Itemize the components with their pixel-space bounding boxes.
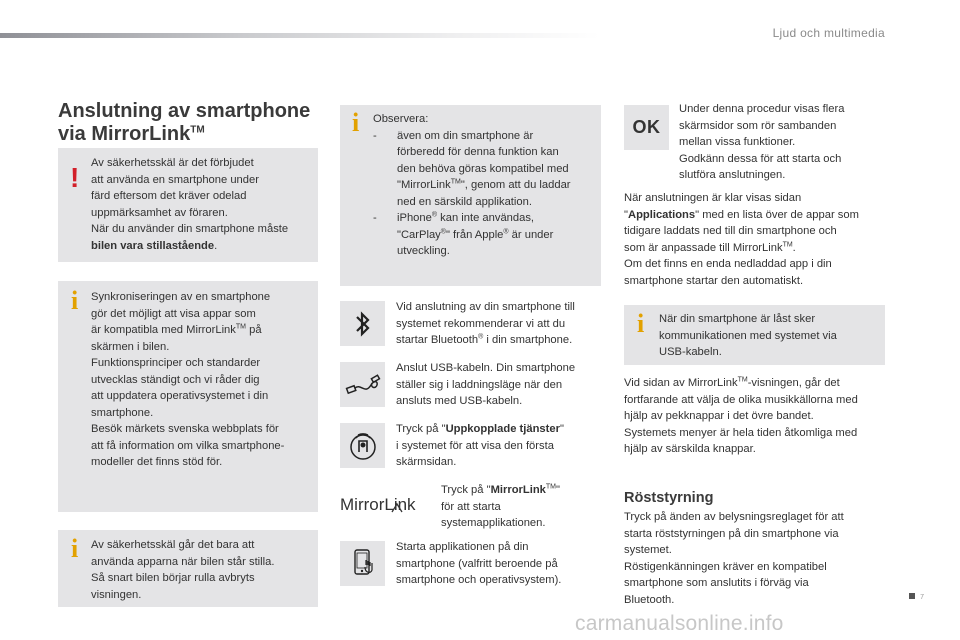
info-box-locked	[624, 305, 885, 365]
mirrorlink-logo	[340, 488, 430, 518]
info-icon: i	[352, 108, 360, 137]
page-marker	[909, 593, 915, 599]
page-number: 7	[920, 594, 924, 601]
ok-button-icon-box	[624, 105, 669, 150]
bluetooth-icon-box	[340, 301, 385, 346]
info-sync-text: Synkroniseringen av en smartphone gör det möjligt att visa appar som är kompatibla med MirrorLink™ på skärmen i bilen. Funktionsprinciper och standarder utvecklas ständigt och vi råder dig att uppdatera operativsystemet i din smartphone. Besök märkets svenska webbplats för att få information om vilka smartphone- modeller det finns stöd för.	[91, 291, 285, 468]
voice-control-text: Tryck på änden av belysningsreglaget för att starta röststyrningen på din smartphone via systemet. Röstigenkänningen kräver en kompatibel smartphone som anslutits i förväg via Bluetooth.	[624, 511, 844, 606]
connected-services-icon	[347, 430, 379, 462]
voice-control-title: Röststyrning	[624, 490, 714, 506]
usb-cable-icon-box	[340, 362, 385, 407]
info-locked-text: När din smartphone är låst sker kommunikationen med systemet via USB-kabeln.	[659, 313, 837, 358]
music-sources-paragraph: Vid sidan av MirrorLink™-visningen, går det fortfarande att välja de olika musikkällorna med hjälp av pekknappar i det övre bandet. Systemets menyer är hela tiden åtkomliga med hjälp av särskilda knappar.	[624, 376, 858, 455]
bluetooth-icon	[352, 309, 374, 339]
warning-text: Av säkerhetsskäl är det förbjudet att använda en smartphone under färd eftersom det kräver odelad uppmärksamhet av föraren. När du använder din smartphone måste bilen vara stillastående.	[91, 157, 289, 252]
header-gradient-bar	[0, 33, 600, 38]
usb-cable-icon	[345, 373, 381, 397]
observe-box	[340, 105, 601, 286]
smartphone-app-icon-box	[340, 541, 385, 586]
warning-icon: !	[70, 162, 80, 193]
info-icon: i	[71, 534, 79, 563]
ok-icon: OK	[632, 117, 661, 137]
info-box-sync	[58, 281, 318, 512]
warning-box	[58, 148, 318, 262]
step-usb-text: Anslut USB-kabeln. Din smartphone ställer sig i laddningsläge när den ansluts med USB-kabeln.	[396, 362, 576, 407]
info-icon: i	[637, 309, 645, 338]
section-title	[58, 100, 310, 146]
header-title: Ljud och multimedia	[772, 26, 885, 40]
step-mirrorlink-text: Tryck på "MirrorLink™" för att starta systemapplikationen.	[441, 483, 560, 529]
info-safety-text: Av säkerhetsskäl går det bara att använda apparna när bilen står stilla. Så snart bilen börjar rulla avbryts visningen.	[91, 539, 275, 601]
section-title-line1: Anslutning av smartphone	[58, 100, 311, 122]
connected-services-icon-box	[340, 423, 385, 468]
step-services-text: Tryck på "Uppkopplade tjänster" i systemet för att visa den första skärmsidan.	[396, 423, 564, 468]
applications-paragraph: När anslutningen är klar visas sidan "Applications" med en lista över de appar som tidigare laddats ned till din smartphone och som är anpassade till MirrorLink™. Om det finns en enda nedladdad app i din smartphone startar den automatiskt.	[624, 192, 859, 287]
info-icon: i	[71, 286, 79, 315]
watermark: carmanualsonline.info	[575, 612, 784, 635]
smartphone-icon	[350, 548, 376, 580]
info-box-safety	[58, 530, 318, 607]
section-title-line2: via MirrorLink™	[58, 123, 205, 145]
ok-block-text: Under denna procedur visas flera skärmsidor som rör sambanden mellan vissa funktioner. Godkänn dessa för att starta och slutföra anslutningen.	[679, 103, 845, 181]
observe-text: Observera: - även om din smartphone är förberedd för denna funktion kan den behöva göras kompatibel med "MirrorLink™", genom att du laddar ned en särskild applikation. - iPhone® kan inte användas, "CarPlay®" från Apple® är under utveckling.	[373, 113, 571, 257]
step-bluetooth-text: Vid anslutning av din smartphone till systemet rekommenderar vi att du startar Bluetooth® i din smartphone.	[396, 301, 575, 346]
mirrorlink-logo-text: MirrorLink	[340, 495, 416, 514]
step-app-text: Starta applikationen på din smartphone (valfritt beroende på smartphone och operativsystem).	[396, 541, 562, 586]
